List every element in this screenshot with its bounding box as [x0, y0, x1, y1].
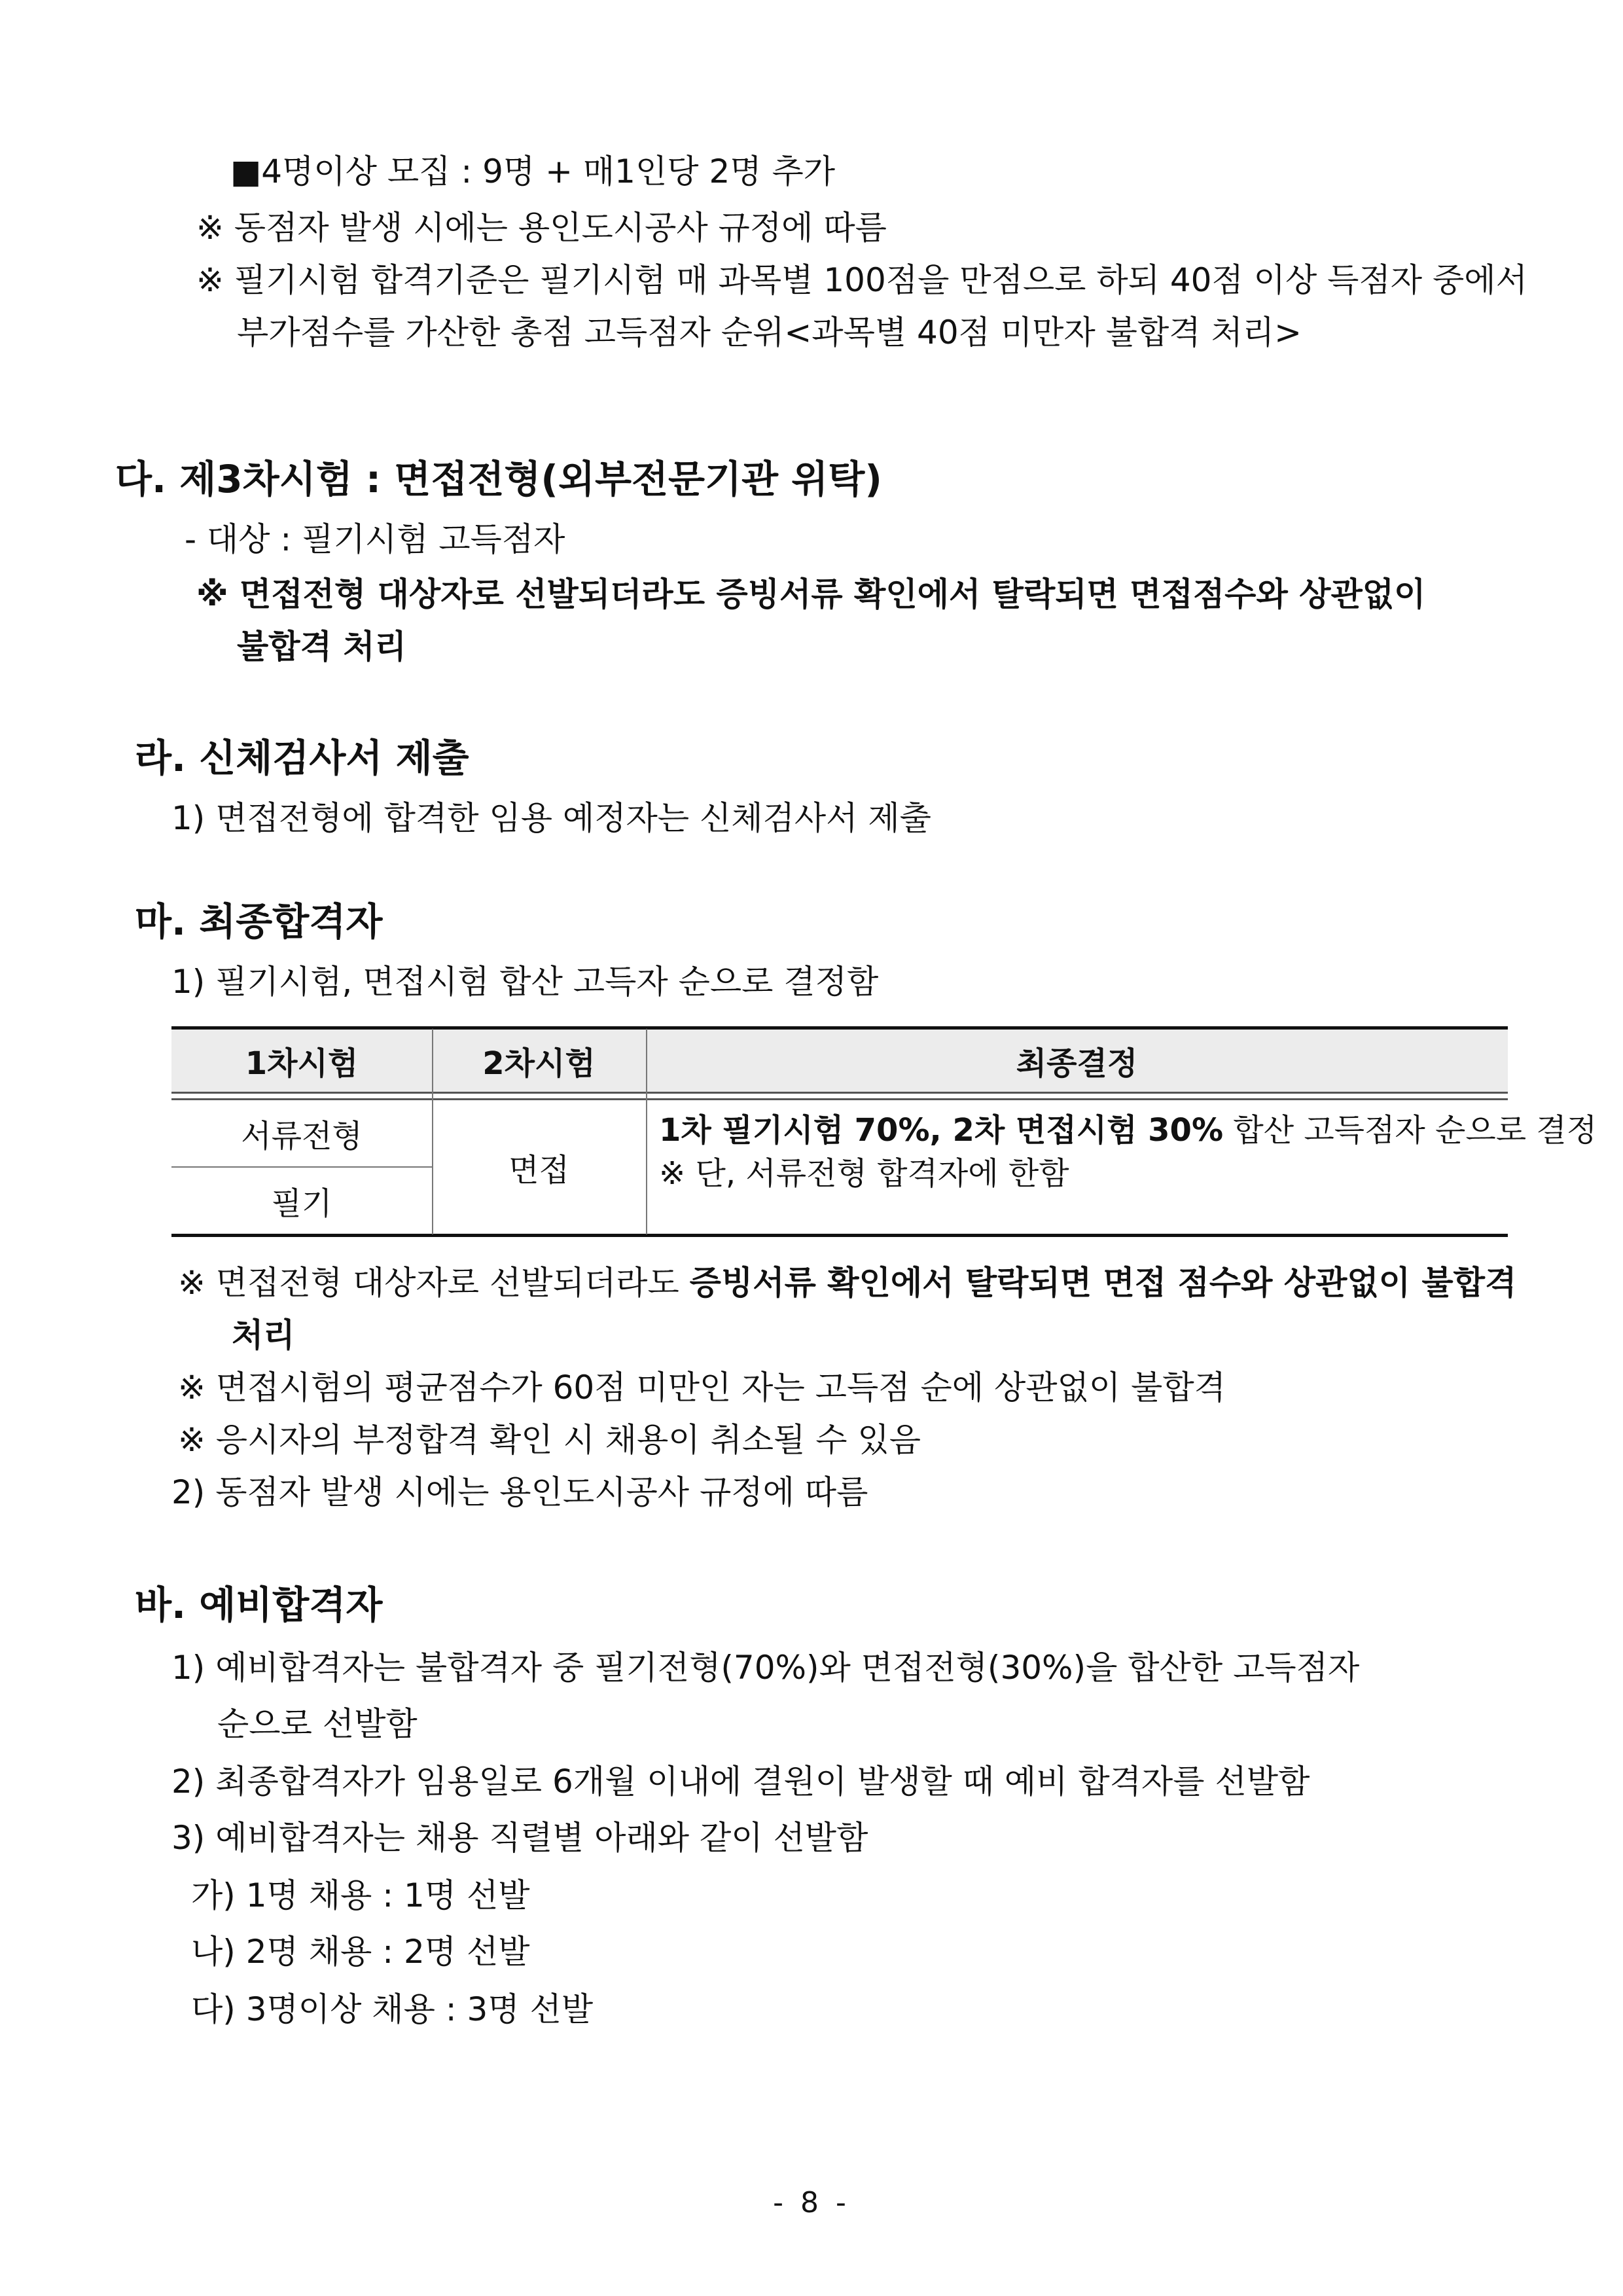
section-da-note: ※ 면접전형 대상자로 선발되더라도 증빙서류 확인에서 탈락되면 면접점수와 상관없이 [196, 575, 1426, 613]
table-divider [646, 1029, 647, 1234]
cell-written: 필기 [271, 1185, 332, 1222]
cell-final-decision [659, 1109, 1597, 1195]
table-header-rule-1 [171, 1092, 1508, 1094]
note-written-criteria-cont: 부가점수를 가산한 총점 고득점자 순위<과목별 40점 미만자 불합격 처리> [237, 314, 1302, 351]
square-bullet-icon: ■ [230, 152, 262, 190]
page-number: - 8 - [773, 2186, 850, 2219]
section-ba-sub-c: 다) 3명이상 채용 : 3명 선발 [191, 1990, 594, 2028]
cell-document-screening: 서류전형 [241, 1118, 363, 1155]
section-da-target: - 대상 : 필기시험 고득점자 [185, 520, 565, 558]
section-ma-note3: ※ 응시자의 부정합격 확인 시 채용이 취소될 수 있음 [178, 1421, 921, 1459]
section-ma-note2: ※ 면접시험의 평균점수가 60점 미만인 자는 고득점 순에 상관없이 불합격 [178, 1369, 1226, 1407]
note-tie: ※ 동점자 발생 시에는 용인도시공사 규정에 따름 [196, 209, 887, 247]
section-ba-item2: 2) 최종합격자가 임용일로 6개월 이내에 결원이 발생할 때 예비 합격자를 선발함 [171, 1763, 1310, 1801]
note1-bold: 증빙서류 확인에서 탈락되면 면접 점수와 상관없이 불합격 [689, 1264, 1517, 1302]
final-decision-note: ※ 단, 서류전형 합격자에 한함 [659, 1155, 1069, 1192]
bullet-line [230, 148, 835, 195]
section-ba-sub-b: 나) 2명 채용 : 2명 선발 [191, 1933, 530, 1971]
section-ba-sub-a: 가) 1명 채용 : 1명 선발 [191, 1876, 530, 1914]
section-ba-item1-cont: 순으로 선발함 [217, 1705, 418, 1743]
section-ba-item1: 1) 예비합격자는 불합격자 중 필기전형(70%)와 면접전형(30%)을 합산한 고득점자 [171, 1649, 1360, 1687]
header-second-exam: 2차시험 [482, 1045, 596, 1082]
cell-interview: 면접 [508, 1151, 569, 1189]
table-bottom-rule [171, 1234, 1508, 1237]
section-ma-item1: 1) 필기시험, 면접시험 합산 고득자 순으로 결정함 [171, 963, 879, 1001]
section-ma-item2: 2) 동점자 발생 시에는 용인도시공사 규정에 따름 [171, 1473, 868, 1511]
final-decision-rest: 합산 고득점자 순으로 결정 [1223, 1112, 1597, 1149]
section-ra-title: 라. 신체검사서 제출 [135, 736, 469, 780]
section-ba-item3: 3) 예비합격자는 채용 직렬별 아래와 같이 선발함 [171, 1819, 868, 1857]
header-final-decision: 최종결정 [1016, 1045, 1138, 1082]
section-ma-note1-cont: 처리 [232, 1316, 295, 1354]
section-ra-item1: 1) 면접전형에 합격한 임용 예정자는 신체검사서 제출 [171, 799, 931, 837]
table-top-rule [171, 1026, 1508, 1030]
final-decision-weights: 1차 필기시험 70%, 2차 면접시험 30% [659, 1112, 1224, 1149]
header-first-exam: 1차시험 [245, 1045, 359, 1082]
section-da-title: 다. 제3차시험 : 면접전형(외부전문기관 위탁) [115, 457, 882, 501]
table-header-row [171, 1029, 1508, 1092]
section-ba-title: 바. 예비합격자 [135, 1583, 383, 1627]
final-decision-table [171, 1026, 1597, 1237]
section-ma-note1 [178, 1259, 1516, 1306]
note1-plain: ※ 면접전형 대상자로 선발되더라도 [178, 1264, 690, 1302]
note-written-criteria: ※ 필기시험 합격기준은 필기시험 매 과목별 100점을 만점으로 하되 40점 이상 득점자 중에서 [196, 261, 1527, 299]
bullet-line-text: 4명이상 모집 : 9명 + 매1인당 2명 추가 [261, 152, 836, 190]
section-da-note-cont: 불합격 처리 [237, 628, 406, 666]
section-ma-title: 마. 최종합격자 [135, 899, 383, 944]
final-decision-line [659, 1109, 1597, 1152]
